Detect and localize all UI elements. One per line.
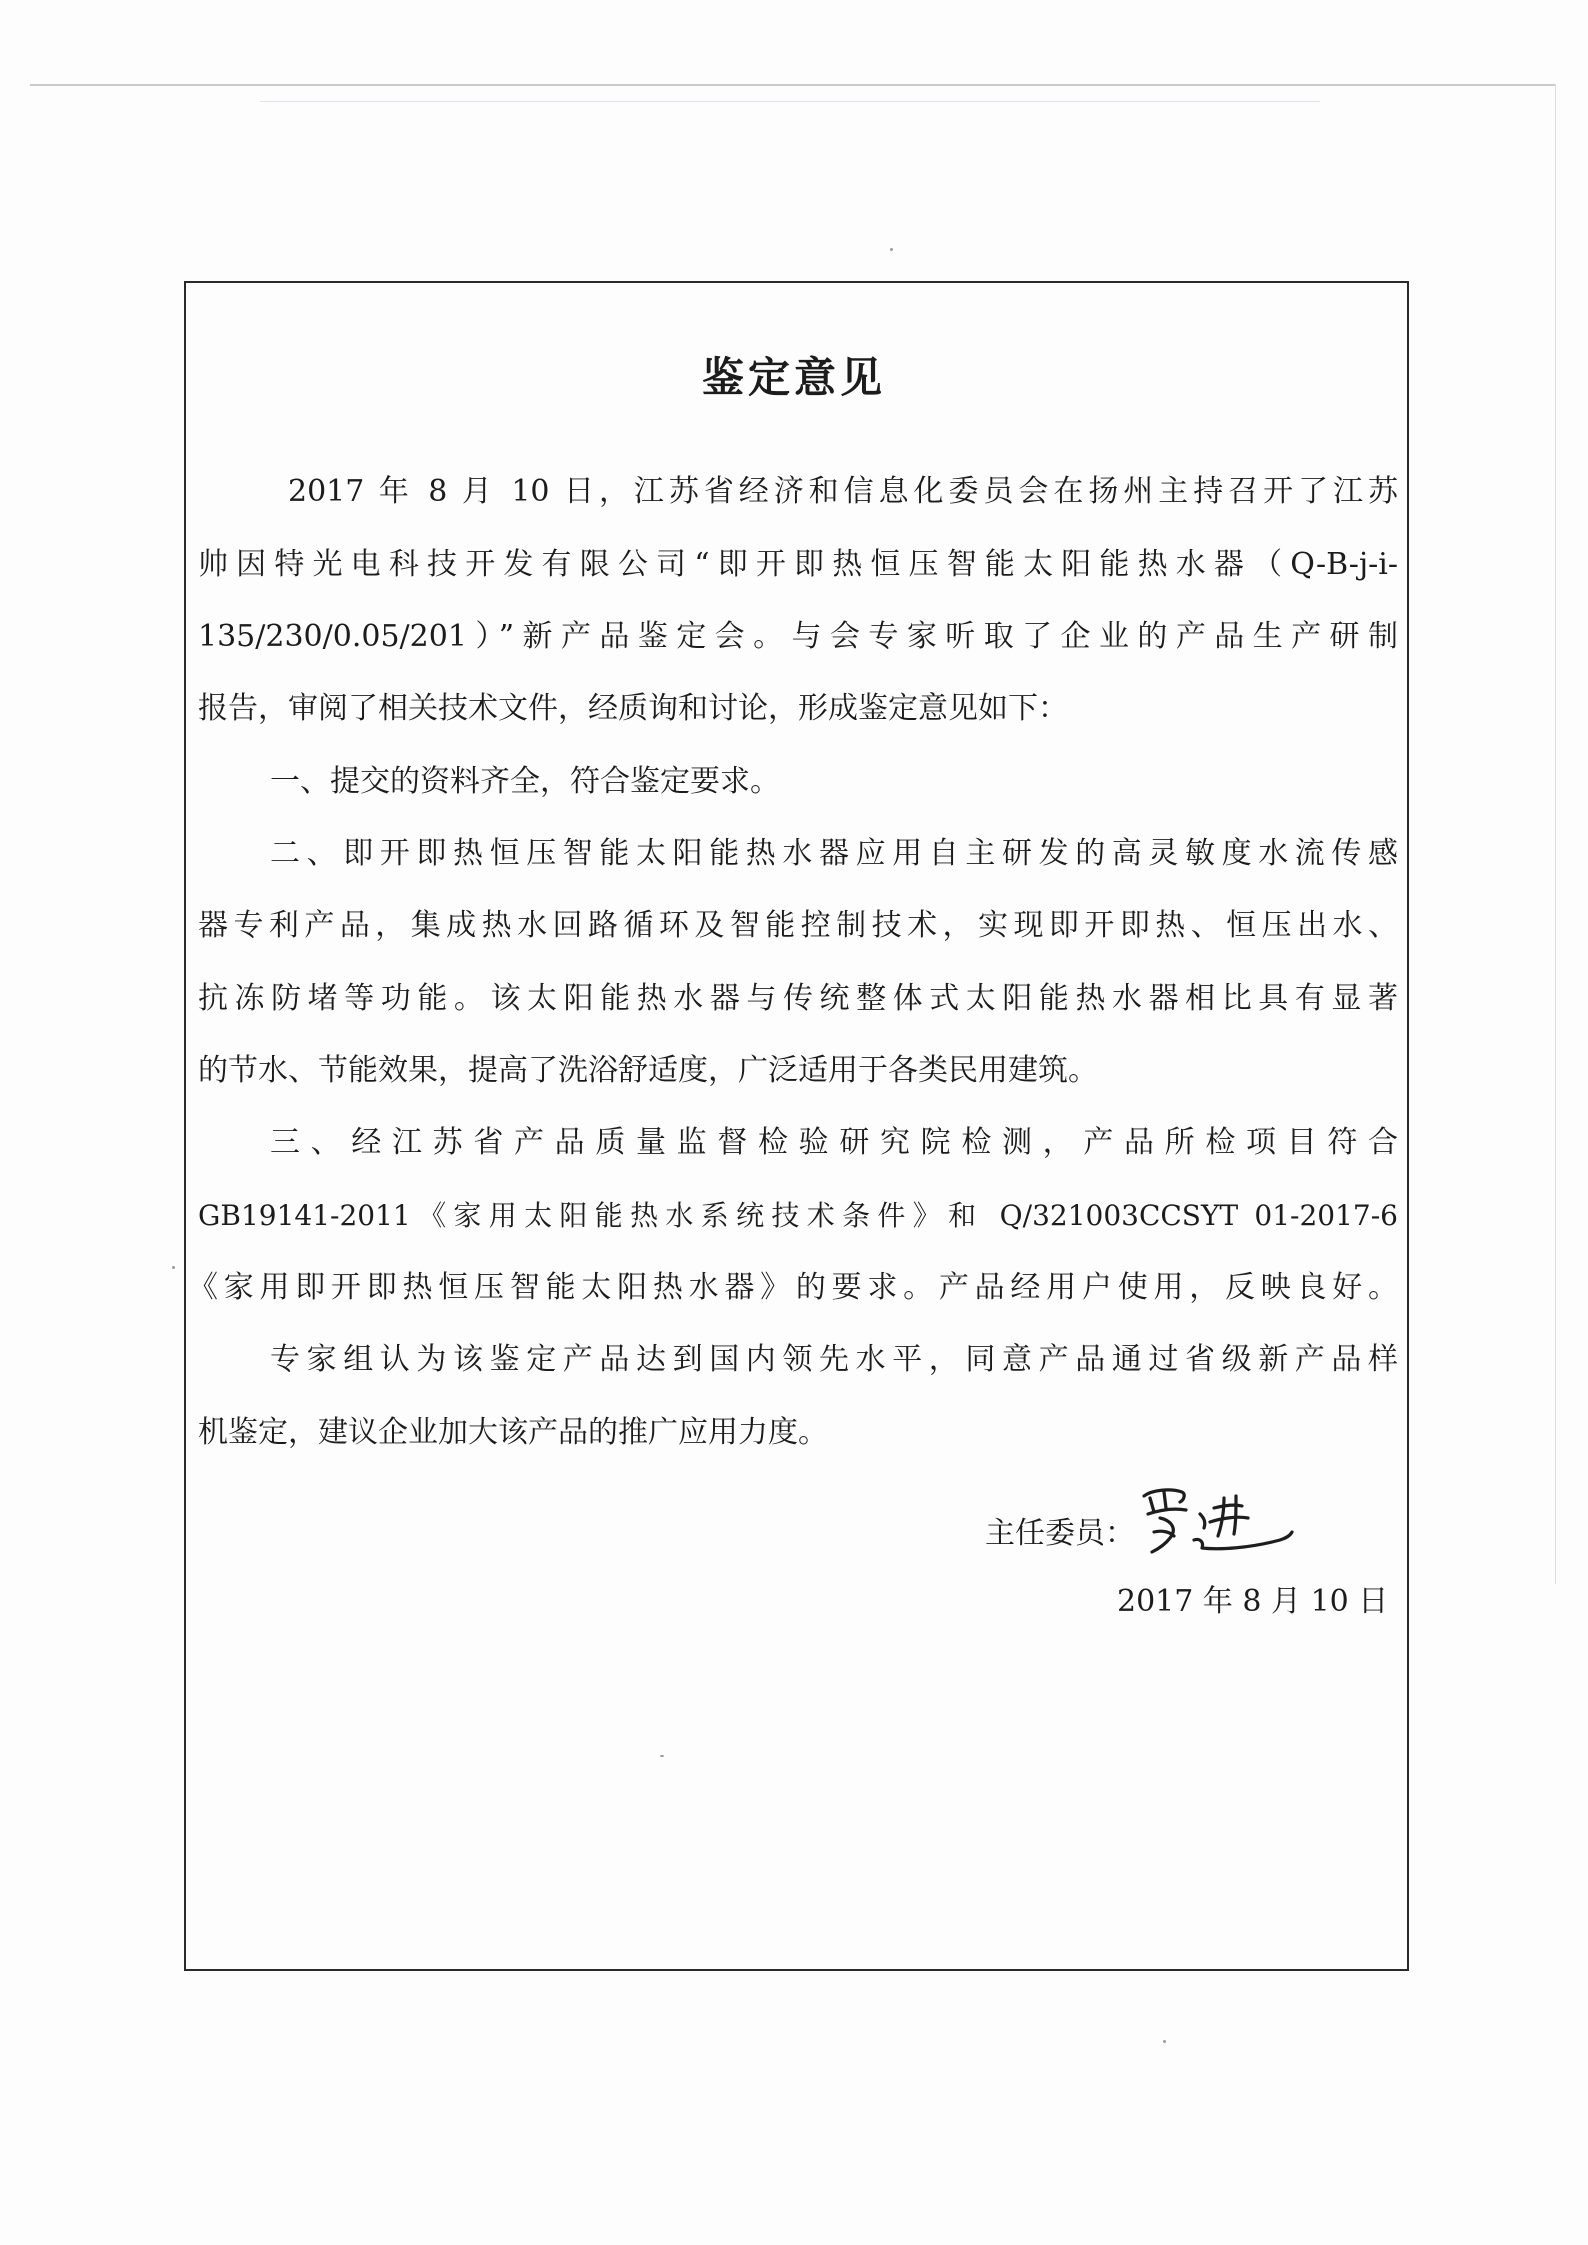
item-1-line-1: 一、提交的资料齐全，符合鉴定要求。 bbox=[270, 764, 780, 799]
scan-speck bbox=[890, 248, 893, 251]
scan-top-edge bbox=[30, 84, 1555, 86]
scan-speck bbox=[172, 1266, 175, 1269]
conclusion-line-2: 机鉴定，建议企业加大该产品的推广应用力度。 bbox=[198, 1415, 828, 1450]
scan-speck bbox=[660, 1755, 664, 1757]
paragraph-1-line-2: 帅因特光电科技开发有限公司“即开即热恒压智能太阳能热水器（Q-B-j-i- bbox=[198, 547, 1398, 582]
paragraph-1-line-1: 2017 年 8 月 10 日，江苏省经济和信息化委员会在扬州主持召开了江苏 bbox=[288, 474, 1398, 509]
paragraph-1-line-3: 135/230/0.05/201）”新产品鉴定会。与会专家听取了企业的产品生产研制 bbox=[198, 619, 1398, 654]
document-title: 鉴定意见 bbox=[701, 353, 886, 402]
item-2-line-2: 器专利产品，集成热水回路循环及智能控制技术，实现即开即热、恒压出水、 bbox=[198, 908, 1398, 943]
scan-right-edge bbox=[1555, 84, 1556, 1584]
signature-date: 2017 年 8 月 10 日 bbox=[1117, 1584, 1389, 1619]
paragraph-1-line-4: 报告，审阅了相关技术文件，经质询和讨论，形成鉴定意见如下： bbox=[198, 691, 1068, 726]
conclusion-line-1: 专家组认为该鉴定产品达到国内领先水平，同意产品通过省级新产品样 bbox=[270, 1342, 1398, 1377]
scan-bleed-line bbox=[260, 101, 1320, 102]
item-2-line-4: 的节水、节能效果，提高了洗浴舒适度，广泛适用于各类民用建筑。 bbox=[198, 1053, 1098, 1088]
item-3-line-3: 《家用即开即热恒压智能太阳热水器》的要求。产品经用户使用，反映良好。 bbox=[188, 1270, 1398, 1305]
scan-speck bbox=[1163, 2040, 1166, 2043]
item-2-line-1: 二、即开即热恒压智能太阳能热水器应用自主研发的高灵敏度水流传感 bbox=[270, 836, 1398, 871]
item-3-line-2: GB19141-2011《家用太阳能热水系统技术条件》和 Q/321003CCSYT 01-2017-6 bbox=[198, 1199, 1398, 1232]
item-2-line-3: 抗冻防堵等功能。该太阳能热水器与传统整体式太阳能热水器相比具有显著 bbox=[198, 981, 1398, 1016]
signature-label: 主任委员： bbox=[985, 1516, 1135, 1551]
item-3-line-1: 三、经江苏省产品质量监督检验研究院检测，产品所检项目符合 bbox=[270, 1125, 1398, 1160]
handwritten-signature bbox=[1130, 1478, 1300, 1568]
